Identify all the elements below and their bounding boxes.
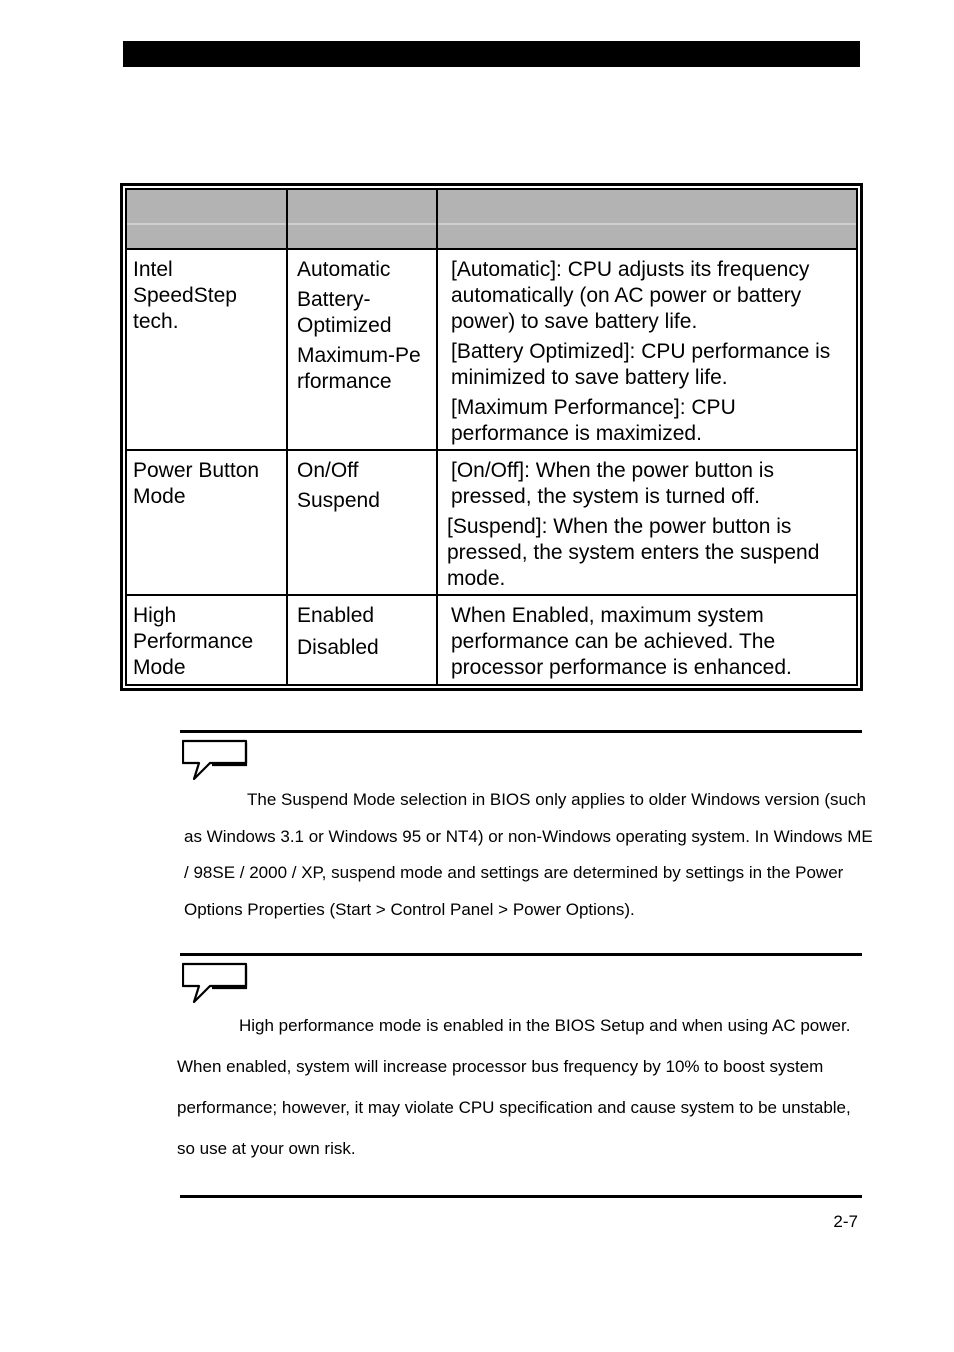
option-text: Maximum-Pe rformance	[297, 344, 421, 393]
footer-rule	[180, 1195, 862, 1198]
item-text: Mode	[133, 485, 186, 508]
item-text: tech.	[133, 310, 179, 333]
note-rule	[180, 953, 862, 956]
table-row	[126, 450, 857, 595]
options-cell	[287, 595, 437, 685]
description-text: [Battery Optimized]: CPU performance is minimized to save battery life.	[451, 340, 831, 389]
description-text: When Enabled, maximum system performance can be achieved. The processor performance is enhanced.	[451, 604, 792, 679]
header-cell	[126, 189, 287, 249]
note-bubble-icon	[182, 739, 248, 781]
note-suspend-mode	[180, 730, 873, 919]
option-text: On/Off	[297, 459, 359, 482]
header-bar	[123, 41, 860, 67]
page-number: 2-7	[833, 1212, 858, 1231]
description-cell	[437, 450, 857, 595]
item-text: Power Button	[133, 459, 260, 482]
item-text: Mode	[133, 656, 186, 679]
note-text: High performance mode is enabled in the BIOS Setup and when using AC power. When enabled, system will increase processor bus frequency by 10% to boost system performance; however, it may violate CPU specification and cause system to be unstable, so use at your own risk.	[177, 1016, 851, 1158]
option-text: Disabled	[297, 636, 379, 659]
table-header-row	[126, 189, 857, 249]
item-text: Performance	[133, 630, 254, 653]
option-text: Battery- Optimized	[297, 288, 392, 337]
table-row	[126, 249, 857, 450]
header-cell	[437, 189, 857, 249]
description-cell	[437, 249, 857, 450]
description-text: [On/Off]: When the power button is pressed, the system is turned off.	[451, 459, 774, 508]
option-text: Suspend	[297, 489, 380, 512]
item-cell	[126, 249, 287, 450]
note-rule	[180, 730, 862, 733]
note-high-performance	[177, 953, 862, 1158]
bios-settings-table	[120, 183, 863, 691]
item-text: SpeedStep	[133, 284, 237, 307]
description-text: [Suspend]: When the power button is pressed, the system enters the suspend mode.	[447, 515, 820, 590]
note-bubble-icon	[182, 962, 248, 1004]
options-cell	[287, 450, 437, 595]
item-text: Intel	[133, 258, 173, 281]
description-text: [Automatic]: CPU adjusts its frequency automatically (on AC power or battery power) to save battery life.	[451, 258, 810, 333]
item-cell	[126, 450, 287, 595]
options-cell	[287, 249, 437, 450]
item-text: High	[133, 604, 177, 627]
header-cell	[287, 189, 437, 249]
note-text: The Suspend Mode selection in BIOS only applies to older Windows version (such as Windows 3.1 or Windows 95 or NT4) or non-Windows operating system. In Windows ME / 98SE / 2000 / XP, suspend mode and settings are determined by settings in the Power Options Properties (Start > Control Panel > Power Options).	[184, 790, 873, 919]
table-row	[126, 595, 857, 685]
item-cell	[126, 595, 287, 685]
option-text: Enabled	[297, 604, 375, 627]
description-text: [Maximum Performance]: CPU performance is maximized.	[451, 396, 736, 445]
option-text: Automatic	[297, 258, 391, 281]
description-cell	[437, 595, 857, 685]
